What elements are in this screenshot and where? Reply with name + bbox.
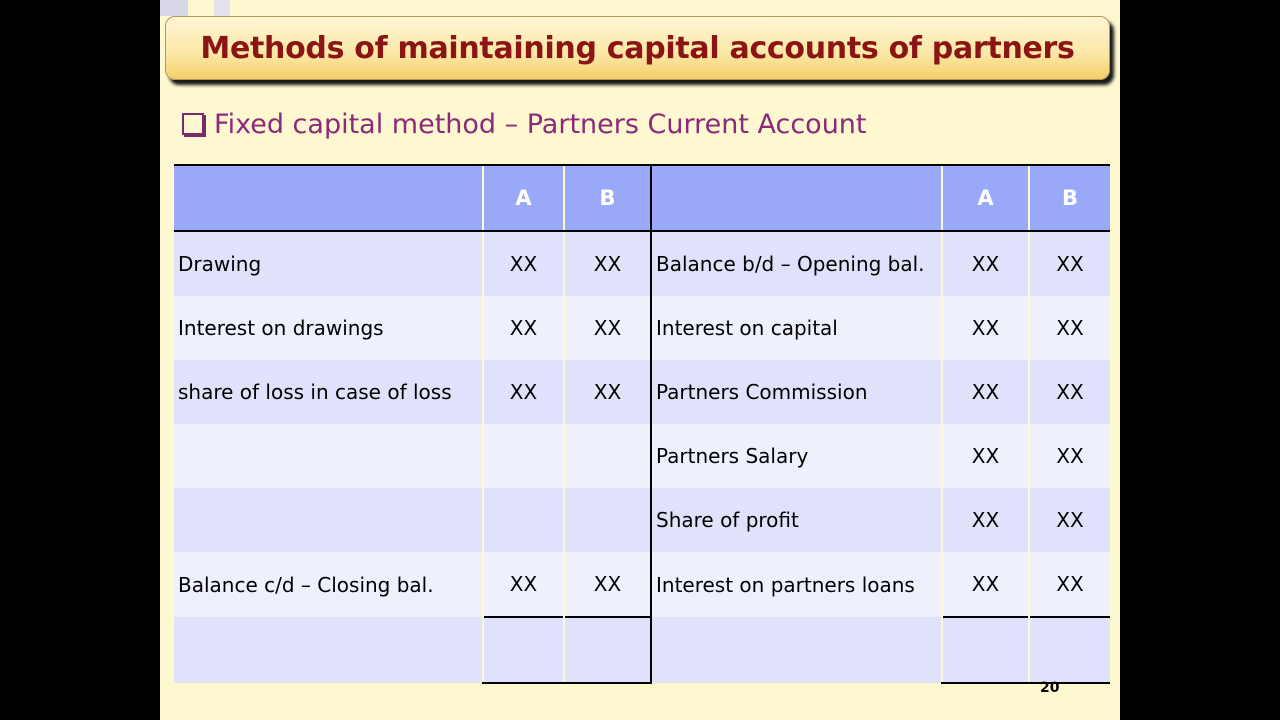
cr-b-value: XX [1029, 552, 1110, 617]
table-row [174, 231, 1110, 296]
cr-a-value: XX [942, 424, 1029, 488]
cr-label: Share of profit [651, 488, 942, 552]
cr-label: Balance b/d – Opening bal. [651, 231, 942, 296]
cr-b-total [1029, 617, 1110, 683]
dr-label [174, 617, 483, 683]
subtitle-row [182, 104, 867, 144]
table-row [174, 424, 1110, 488]
slide-subtitle: Fixed capital method – Partners Current Account [214, 108, 867, 140]
cr-label: Interest on capital [651, 296, 942, 360]
cr-a-value: XX [942, 552, 1029, 617]
header-dr-a: A [483, 165, 564, 231]
dr-a-value: XX [483, 552, 564, 617]
cr-b-value: XX [1029, 296, 1110, 360]
dr-a-value [483, 424, 564, 488]
cr-a-value: XX [942, 360, 1029, 424]
table-total-row [174, 617, 1110, 683]
dr-a-value: XX [483, 231, 564, 296]
cr-label: Partners Salary [651, 424, 942, 488]
page-number: 20 [1040, 680, 1060, 696]
table-row [174, 296, 1110, 360]
dr-a-value: XX [483, 360, 564, 424]
dr-label: share of loss in case of loss [174, 360, 483, 424]
cr-label: Partners Commission [651, 360, 942, 424]
dr-a-value [483, 488, 564, 552]
current-account-table [174, 164, 1110, 684]
table-row [174, 360, 1110, 424]
dr-label: Drawing [174, 231, 483, 296]
header-dr-b: B [564, 165, 651, 231]
cr-label: Interest on partners loans [651, 552, 942, 617]
slide-title: Methods of maintaining capital accounts of partners [200, 30, 1075, 66]
dr-b-value: XX [564, 231, 651, 296]
dr-b-value [564, 488, 651, 552]
header-cr-a: A [942, 165, 1029, 231]
cr-a-value: XX [942, 488, 1029, 552]
cr-a-total [942, 617, 1029, 683]
dr-label: Interest on drawings [174, 296, 483, 360]
dr-label: Balance c/d – Closing bal. [174, 552, 483, 617]
header-dr-particulars [174, 165, 483, 231]
table-row [174, 488, 1110, 552]
dr-b-value: XX [564, 360, 651, 424]
table-row [174, 552, 1110, 617]
header-cr-b: B [1029, 165, 1110, 231]
cr-b-value: XX [1029, 360, 1110, 424]
cr-label [651, 617, 942, 683]
cr-a-value: XX [942, 231, 1029, 296]
dr-label [174, 488, 483, 552]
header-cr-particulars [651, 165, 942, 231]
dr-a-value: XX [483, 296, 564, 360]
dr-label [174, 424, 483, 488]
table-header-row [174, 165, 1110, 231]
dr-b-value: XX [564, 296, 651, 360]
dr-a-total [483, 617, 564, 683]
dr-b-value [564, 424, 651, 488]
title-banner [165, 16, 1110, 80]
cr-b-value: XX [1029, 488, 1110, 552]
cr-a-value: XX [942, 296, 1029, 360]
slide-decoration [160, 0, 232, 16]
cr-b-value: XX [1029, 231, 1110, 296]
cr-b-value: XX [1029, 424, 1110, 488]
checkbox-bullet-icon [182, 113, 204, 135]
dr-b-value: XX [564, 552, 651, 617]
dr-b-total [564, 617, 651, 683]
